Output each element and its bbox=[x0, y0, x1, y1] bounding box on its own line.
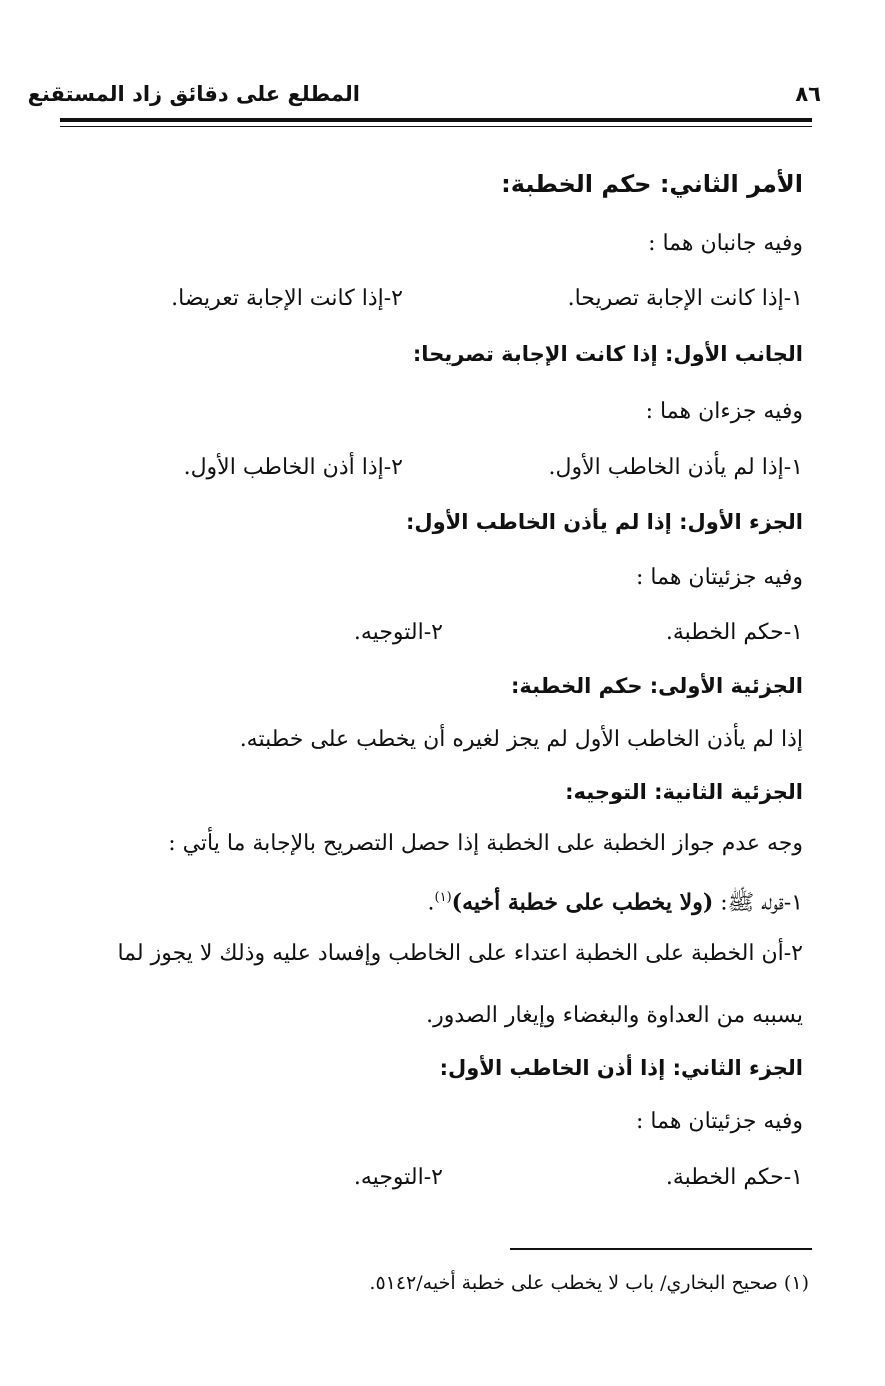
list-item: ٢-التوجيه. bbox=[353, 620, 443, 645]
page-number: ٨٦ bbox=[795, 82, 821, 106]
subsection-heading: الجزئية الأولى: حكم الخطبة: bbox=[510, 674, 803, 698]
paragraph: وجه عدم جواز الخطبة على الخطبة إذا حصل التصريح بالإجابة ما يأتي : bbox=[168, 831, 803, 856]
enumerated-line bbox=[43, 283, 803, 315]
paragraph: وفيه جزئيتان هما : bbox=[636, 1109, 803, 1134]
list-item: ٢-إذا أذن الخاطب الأول. bbox=[183, 455, 403, 480]
subsection-heading: الجزء الأول: إذا لم يأذن الخاطب الأول: bbox=[405, 510, 803, 534]
enumerated-line bbox=[43, 452, 803, 484]
list-item: ١-حكم الخطبة. bbox=[665, 620, 803, 645]
footnote-reference: (١) bbox=[434, 890, 452, 905]
hadith-line bbox=[43, 882, 803, 919]
list-item: ١-حكم الخطبة. bbox=[665, 1165, 803, 1190]
paragraph: وفيه جانبان هما : bbox=[648, 231, 803, 256]
paragraph: يسببه من العداوة والبغضاء وإيغار الصدور. bbox=[426, 1003, 803, 1028]
footnote-separator bbox=[510, 1248, 812, 1250]
paragraph: إذا لم يأذن الخاطب الأول لم يجز لغيره أن يخطب على خطبته. bbox=[239, 727, 803, 752]
enumerated-line bbox=[43, 617, 803, 649]
paragraph: وفيه جزئيتان هما : bbox=[636, 565, 803, 590]
header-rule-thick bbox=[60, 118, 812, 122]
header-rule-thin bbox=[60, 126, 812, 127]
footnote: (١) صحيح البخاري/ باب لا يخطب على خطبة أخيه/٥١٤٢. bbox=[369, 1272, 809, 1294]
list-item-prefix: ١-قوله ﷺ: bbox=[713, 890, 803, 916]
list-item: ٢-التوجيه. bbox=[353, 1165, 443, 1190]
hadith-quote: (ولا يخطب على خطبة أخيه) bbox=[451, 889, 714, 916]
enumerated-line bbox=[43, 1162, 803, 1194]
list-item: ١-إذا لم يأذن الخاطب الأول. bbox=[548, 455, 803, 480]
list-item: ٢-إذا كانت الإجابة تعريضا. bbox=[171, 286, 403, 311]
subsection-heading: الجانب الأول: إذا كانت الإجابة تصريحا: bbox=[412, 342, 803, 366]
running-header-title: المطلع على دقائق زاد المستقنع bbox=[27, 82, 360, 106]
list-item: ١-إذا كانت الإجابة تصريحا. bbox=[567, 286, 803, 311]
section-heading: الأمر الثاني: حكم الخطبة: bbox=[501, 170, 803, 198]
line-end: . bbox=[427, 890, 435, 916]
subsection-heading: الجزء الثاني: إذا أذن الخاطب الأول: bbox=[439, 1056, 803, 1080]
paragraph: وفيه جزءان هما : bbox=[645, 399, 803, 424]
paragraph: ٢-أن الخطبة على الخطبة اعتداء على الخاطب وإفساد عليه وذلك لا يجوز لما bbox=[117, 941, 803, 966]
subsection-heading: الجزئية الثانية: التوجيه: bbox=[565, 780, 803, 804]
